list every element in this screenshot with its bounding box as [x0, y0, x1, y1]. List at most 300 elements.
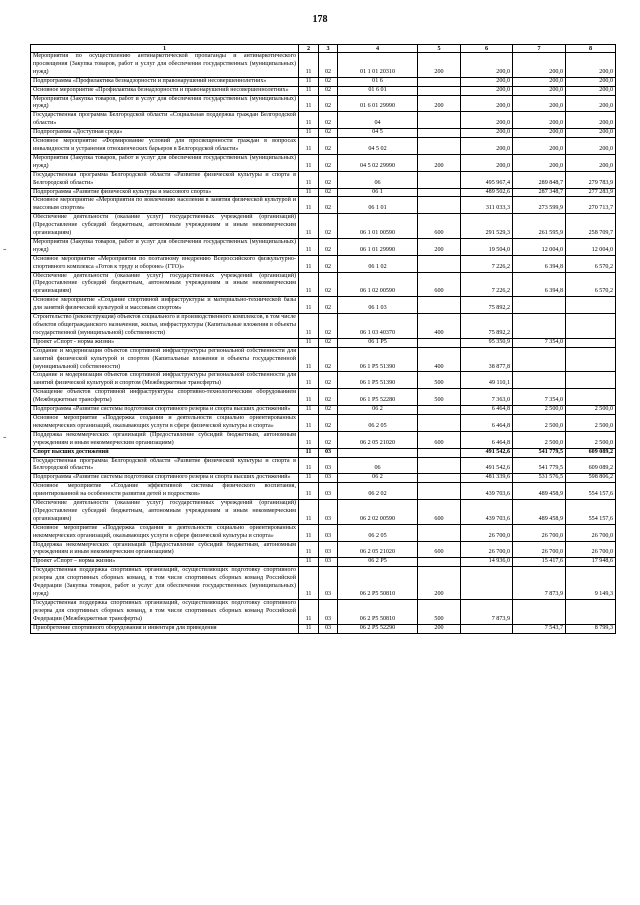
amount-2022: 311 033,3 [461, 197, 513, 214]
amount-2023: 200,0 [513, 77, 566, 86]
amount-2023: 200,0 [513, 53, 566, 78]
section-code: 11 [299, 599, 319, 624]
amount-2023: 541 779,5 [513, 457, 566, 474]
table-row [31, 500, 616, 525]
target-article-code: 06 2 P5 52290 [338, 624, 418, 633]
subsection-code: 03 [319, 457, 338, 474]
amount-2023: 289 848,7 [513, 171, 566, 188]
amount-2022: 439 703,6 [461, 483, 513, 500]
expense-type-code [418, 129, 461, 138]
amount-2024: 26 700,0 [566, 524, 616, 541]
amount-2022: 7 226,2 [461, 272, 513, 297]
amount-2023: 2 500,0 [513, 431, 566, 448]
target-article-code: 06 2 05 [338, 524, 418, 541]
row-name: Государственная программа Белгородской области «Развитие физической культуры и спорта в Белгородской области» [31, 457, 299, 474]
table-row [31, 483, 616, 500]
expense-type-code [418, 255, 461, 272]
row-name: Обеспечение деятельности (оказание услуг) государственных учреждений (организаций) (Предоставление субсидий бюджетным, автономным учреждениям и иным некоммерческим организациям) [31, 214, 299, 239]
target-article-code: 06 1 03 [338, 297, 418, 314]
expense-type-code [418, 338, 461, 347]
target-article-code: 06 2 02 00590 [338, 500, 418, 525]
row-name: Основное мероприятие «Профилактика безнадзорности и правонарушений несовершеннолетних» [31, 86, 299, 95]
row-name: Обеспечение деятельности (оказание услуг) государственных учреждений (организаций) (Предоставление субсидий бюджетным, автономным учреждениям и иным некоммерческим организациям) [31, 500, 299, 525]
expense-type-code [418, 414, 461, 431]
amount-2024: 554 157,6 [566, 483, 616, 500]
section-code: 11 [299, 272, 319, 297]
amount-2023: 7 354,0 [513, 338, 566, 347]
subsection-code: 02 [319, 129, 338, 138]
target-article-code: 06 2 [338, 474, 418, 483]
subsection-code: 02 [319, 77, 338, 86]
amount-2024 [566, 297, 616, 314]
margin-mark: - [3, 244, 7, 255]
amount-2024 [566, 389, 616, 406]
row-name: Подпрограмма «Развитие физической культуры и массового спорта» [31, 188, 299, 197]
target-article-code: 04 5 [338, 129, 418, 138]
expense-type-code: 200 [418, 238, 461, 255]
section-code: 11 [299, 86, 319, 95]
page-number: 178 [312, 14, 328, 25]
amount-2023: 2 500,0 [513, 414, 566, 431]
expense-type-code: 500 [418, 372, 461, 389]
amount-2023: 287 348,7 [513, 188, 566, 197]
table-row [31, 448, 616, 457]
amount-2023: 200,0 [513, 95, 566, 112]
amount-2023: 273 599,9 [513, 197, 566, 214]
row-name: Мероприятия по осуществлению антинаркотической пропаганды и антинаркотического просвещения (Закупка товаров, работ и услуг для обеспечения государственных (муниципальных) нужд) [31, 53, 299, 78]
subsection-code: 03 [319, 474, 338, 483]
amount-2023 [513, 347, 566, 372]
section-code: 11 [299, 448, 319, 457]
target-article-code: 06 2 02 [338, 483, 418, 500]
amount-2024: 6 570,2 [566, 255, 616, 272]
target-article-code: 06 1 02 00590 [338, 272, 418, 297]
expense-type-code [418, 112, 461, 129]
section-code: 11 [299, 524, 319, 541]
amount-2022: 19 504,0 [461, 238, 513, 255]
amount-2023: 6 394,8 [513, 272, 566, 297]
subsection-code: 03 [319, 500, 338, 525]
table-row [31, 154, 616, 171]
expense-type-code [418, 297, 461, 314]
section-code: 11 [299, 297, 319, 314]
section-code: 11 [299, 138, 319, 155]
amount-2022: 200,0 [461, 112, 513, 129]
amount-2024 [566, 314, 616, 339]
amount-2024: 200,0 [566, 112, 616, 129]
target-article-code: 06 1 01 00590 [338, 214, 418, 239]
target-article-code: 06 2 [338, 406, 418, 415]
amount-2024: 200,0 [566, 77, 616, 86]
subsection-code: 02 [319, 197, 338, 214]
section-code: 11 [299, 474, 319, 483]
table-row [31, 53, 616, 78]
amount-2022: 38 877,8 [461, 347, 513, 372]
expense-type-code: 200 [418, 567, 461, 600]
expense-type-code: 500 [418, 599, 461, 624]
target-article-code: 06 1 02 [338, 255, 418, 272]
amount-2022: 489 502,6 [461, 188, 513, 197]
amount-2023 [513, 297, 566, 314]
subsection-code: 02 [319, 171, 338, 188]
subsection-code: 02 [319, 188, 338, 197]
table-row [31, 558, 616, 567]
target-article-code: 06 [338, 457, 418, 474]
amount-2024: 277 283,9 [566, 188, 616, 197]
column-header: 7 [513, 45, 566, 53]
section-code: 11 [299, 129, 319, 138]
margin-mark: - [3, 432, 7, 443]
expense-type-code [418, 474, 461, 483]
row-name: Государственная программа Белгородской области «Развитие физической культуры и спорта в Белгородской области» [31, 171, 299, 188]
amount-2024: 554 157,6 [566, 500, 616, 525]
table-row [31, 524, 616, 541]
amount-2022: 75 892,2 [461, 297, 513, 314]
section-code: 11 [299, 500, 319, 525]
amount-2023: 7 543,7 [513, 624, 566, 633]
subsection-code: 02 [319, 255, 338, 272]
subsection-code: 02 [319, 138, 338, 155]
amount-2023 [513, 314, 566, 339]
table-row [31, 567, 616, 600]
expense-type-code: 200 [418, 154, 461, 171]
section-code: 11 [299, 457, 319, 474]
table-row [31, 129, 616, 138]
row-name: Спорт высших достижений [31, 448, 299, 457]
amount-2024: 598 806,2 [566, 474, 616, 483]
section-code: 11 [299, 77, 319, 86]
amount-2022: 200,0 [461, 154, 513, 171]
subsection-code: 02 [319, 297, 338, 314]
row-name: Основное мероприятие «Мероприятия по поэтапному внедрению Всероссийского физкультурно-спортивного комплекса «Готов к труду и обороне» (ГТО)» [31, 255, 299, 272]
row-name: Мероприятия (Закупка товаров, работ и услуг для обеспечения государственных (муниципальных) нужд) [31, 154, 299, 171]
amount-2023: 200,0 [513, 129, 566, 138]
amount-2023: 200,0 [513, 154, 566, 171]
row-name: Основное мероприятие «Мероприятия по вовлечению населения в занятия физической культурой и массовым спортом» [31, 197, 299, 214]
expense-type-code [418, 457, 461, 474]
table-row [31, 314, 616, 339]
column-header: 6 [461, 45, 513, 53]
amount-2023: 15 417,6 [513, 558, 566, 567]
row-name: Создание и модернизация объектов спортивной инфраструктуры региональной собственности для занятий физической культурой и спортом (Межбюджетные трансферты) [31, 372, 299, 389]
table-row [31, 474, 616, 483]
subsection-code: 03 [319, 599, 338, 624]
amount-2024: 200,0 [566, 138, 616, 155]
subsection-code: 03 [319, 524, 338, 541]
table-row [31, 457, 616, 474]
table-row [31, 77, 616, 86]
section-code: 11 [299, 188, 319, 197]
row-name: Проект «Спорт – норма жизни» [31, 558, 299, 567]
target-article-code: 01 6 01 [338, 86, 418, 95]
row-name: Государственная поддержка спортивных организаций, осуществляющих подготовку спортивного резерва для спортивных сборных команд, в том числе спортивных сборных команд Российской Федерации (Закупка товаров, работ и услуг для обеспечения государственных (муниципальных) нужд) [31, 567, 299, 600]
section-code: 11 [299, 389, 319, 406]
table-row [31, 624, 616, 633]
expense-type-code [418, 77, 461, 86]
expense-type-code [418, 171, 461, 188]
amount-2023: 12 004,0 [513, 238, 566, 255]
amount-2023: 7 354,0 [513, 389, 566, 406]
row-name: Строительство (реконструкция) объектов социального и производственного комплексов, в том числе объектов общегражданского назначения, жилья, инфраструктуры (Капитальные вложения в объекты государственной (муниципальной) собственности) [31, 314, 299, 339]
table-row [31, 599, 616, 624]
row-name: Подпрограмма «Профилактика безнадзорности и правонарушений несовершеннолетних» [31, 77, 299, 86]
target-article-code: 06 2 05 21020 [338, 431, 418, 448]
subsection-code: 03 [319, 448, 338, 457]
expense-type-code: 400 [418, 347, 461, 372]
table-row [31, 171, 616, 188]
amount-2023: 200,0 [513, 86, 566, 95]
amount-2024: 2 500,0 [566, 431, 616, 448]
subsection-code: 02 [319, 372, 338, 389]
section-code: 11 [299, 338, 319, 347]
subsection-code: 02 [319, 112, 338, 129]
row-name: Поддержка некоммерческих организаций (Предоставление субсидий бюджетным, автономным учреждениям и иным некоммерческим организациям) [31, 431, 299, 448]
target-article-code: 01 6 [338, 77, 418, 86]
column-header: 2 [299, 45, 319, 53]
amount-2022: 200,0 [461, 95, 513, 112]
amount-2022: 95 350,9 [461, 338, 513, 347]
amount-2023: 7 873,9 [513, 567, 566, 600]
subsection-code: 02 [319, 406, 338, 415]
expense-type-code: 600 [418, 541, 461, 558]
column-header: 5 [418, 45, 461, 53]
row-name: Подпрограмма «Развитие системы подготовки спортивного резерва и спорта высших достижений» [31, 406, 299, 415]
table-row [31, 188, 616, 197]
amount-2023: 489 458,9 [513, 483, 566, 500]
section-code: 11 [299, 372, 319, 389]
amount-2022: 200,0 [461, 53, 513, 78]
row-name: Основное мероприятие «Поддержка создания и деятельности социально ориентированных некоммерческих организаций, оказывающих услуги в сфере физической культуры и спорта» [31, 524, 299, 541]
section-code: 11 [299, 558, 319, 567]
subsection-code: 02 [319, 154, 338, 171]
section-code: 11 [299, 53, 319, 78]
subsection-code: 02 [319, 272, 338, 297]
table-row [31, 238, 616, 255]
amount-2022 [461, 567, 513, 600]
amount-2023: 200,0 [513, 112, 566, 129]
section-code: 11 [299, 567, 319, 600]
amount-2023: 200,0 [513, 138, 566, 155]
amount-2024: 9 149,3 [566, 567, 616, 600]
section-code: 11 [299, 214, 319, 239]
row-name: Обеспечение деятельности (оказание услуг) государственных учреждений (организаций) (Предоставление субсидий бюджетным, автономным учреждениям и иным некоммерческим организациям) [31, 272, 299, 297]
target-article-code: 06 2 05 [338, 414, 418, 431]
target-article-code: 04 5 02 [338, 138, 418, 155]
subsection-code: 02 [319, 431, 338, 448]
header-row [31, 45, 616, 53]
amount-2022: 7 363,0 [461, 389, 513, 406]
target-article-code: 06 1 03 40370 [338, 314, 418, 339]
target-article-code: 06 1 P5 51390 [338, 372, 418, 389]
section-code: 11 [299, 95, 319, 112]
table-row [31, 112, 616, 129]
subsection-code: 02 [319, 338, 338, 347]
target-article-code [338, 448, 418, 457]
amount-2024 [566, 599, 616, 624]
amount-2022: 6 464,8 [461, 431, 513, 448]
amount-2023: 531 576,5 [513, 474, 566, 483]
expense-type-code [418, 524, 461, 541]
target-article-code: 06 2 05 21020 [338, 541, 418, 558]
expense-type-code [418, 188, 461, 197]
row-name: Основное мероприятие «Создание эффективной системы физического воспитания, ориентированной на особенности развития детей и подростков» [31, 483, 299, 500]
amount-2024: 609 089,2 [566, 457, 616, 474]
amount-2022: 7 873,9 [461, 599, 513, 624]
subsection-code: 02 [319, 389, 338, 406]
target-article-code: 06 2 P5 [338, 558, 418, 567]
amount-2023: 26 700,0 [513, 541, 566, 558]
section-code: 11 [299, 171, 319, 188]
amount-2022: 75 892,2 [461, 314, 513, 339]
table-row [31, 86, 616, 95]
row-name: Государственная программа Белгородской области «Социальная поддержка граждан Белгородской области» [31, 112, 299, 129]
section-code: 11 [299, 112, 319, 129]
table-row [31, 406, 616, 415]
amount-2024: 200,0 [566, 95, 616, 112]
expense-type-code [418, 406, 461, 415]
row-name: Подпрограмма «Доступная среда» [31, 129, 299, 138]
table-row [31, 214, 616, 239]
amount-2023: 261 595,9 [513, 214, 566, 239]
amount-2023: 489 458,9 [513, 500, 566, 525]
amount-2023: 2 500,0 [513, 406, 566, 415]
amount-2024: 200,0 [566, 53, 616, 78]
target-article-code: 06 2 P5 50810 [338, 599, 418, 624]
row-name: Мероприятия (Закупка товаров, работ и услуг для обеспечения государственных (муниципальных) нужд) [31, 238, 299, 255]
amount-2022: 26 700,0 [461, 524, 513, 541]
section-code: 11 [299, 347, 319, 372]
expense-type-code [418, 86, 461, 95]
table-row [31, 431, 616, 448]
table-row [31, 372, 616, 389]
amount-2022: 495 967,4 [461, 171, 513, 188]
amount-2024: 258 709,7 [566, 214, 616, 239]
amount-2022: 291 529,3 [461, 214, 513, 239]
table-row [31, 347, 616, 372]
column-header: 1 [31, 45, 299, 53]
amount-2024 [566, 347, 616, 372]
table-row [31, 297, 616, 314]
amount-2022: 439 703,6 [461, 500, 513, 525]
amount-2022: 491 542,6 [461, 457, 513, 474]
table-row [31, 95, 616, 112]
amount-2024: 6 570,2 [566, 272, 616, 297]
subsection-code: 02 [319, 414, 338, 431]
target-article-code: 01 6 01 29990 [338, 95, 418, 112]
expense-type-code: 500 [418, 389, 461, 406]
expense-type-code: 200 [418, 95, 461, 112]
amount-2023: 6 394,8 [513, 255, 566, 272]
row-name: Основное мероприятие «Поддержка создания и деятельности социально ориентированных некоммерческих организаций, оказывающих услуги в сфере физической культуры и спорта» [31, 414, 299, 431]
section-code: 11 [299, 197, 319, 214]
amount-2024: 270 713,7 [566, 197, 616, 214]
amount-2024: 2 500,0 [566, 414, 616, 431]
amount-2022: 200,0 [461, 138, 513, 155]
column-header: 8 [566, 45, 616, 53]
target-article-code: 06 1 01 29990 [338, 238, 418, 255]
row-name: Приобретение спортивного оборудования и инвентаря для приведения [31, 624, 299, 633]
row-name: Создание и модернизация объектов спортивной инфраструктуры региональной собственности для занятий физической культурой и спортом (Капитальные вложения в объекты государственной (муниципальной) собственности) [31, 347, 299, 372]
target-article-code: 06 2 P5 50810 [338, 567, 418, 600]
amount-2024: 8 799,3 [566, 624, 616, 633]
amount-2024: 200,0 [566, 154, 616, 171]
target-article-code: 04 5 02 29990 [338, 154, 418, 171]
row-name: Оснащение объектов спортивной инфраструктуры спортивно-технологическим оборудованием (Межбюджетные трансферты) [31, 389, 299, 406]
target-article-code: 04 [338, 112, 418, 129]
section-code: 11 [299, 238, 319, 255]
amount-2022: 7 226,2 [461, 255, 513, 272]
target-article-code: 06 1 P5 51390 [338, 347, 418, 372]
amount-2023: 541 779,5 [513, 448, 566, 457]
subsection-code: 03 [319, 483, 338, 500]
subsection-code: 02 [319, 95, 338, 112]
column-header: 3 [319, 45, 338, 53]
expense-type-code: 600 [418, 272, 461, 297]
expense-type-code [418, 558, 461, 567]
expense-type-code [418, 448, 461, 457]
table-row [31, 338, 616, 347]
section-code: 11 [299, 541, 319, 558]
subsection-code: 03 [319, 558, 338, 567]
subsection-code: 02 [319, 214, 338, 239]
table-row [31, 414, 616, 431]
amount-2024 [566, 338, 616, 347]
table-row [31, 541, 616, 558]
row-name: Мероприятия (Закупка товаров, работ и услуг для обеспечения государственных (муниципальных) нужд) [31, 95, 299, 112]
row-name: Государственная поддержка спортивных организаций, осуществляющих подготовку спортивного резерва для спортивных сборных команд, в том числе спортивных сборных команд Российской Федерации (Межбюджетные трансферты) [31, 599, 299, 624]
table-row [31, 389, 616, 406]
target-article-code: 06 [338, 171, 418, 188]
amount-2024: 609 089,2 [566, 448, 616, 457]
amount-2024: 200,0 [566, 129, 616, 138]
subsection-code: 03 [319, 624, 338, 633]
section-code: 11 [299, 154, 319, 171]
amount-2022: 14 936,0 [461, 558, 513, 567]
amount-2022: 200,0 [461, 129, 513, 138]
column-header: 4 [338, 45, 418, 53]
subsection-code: 02 [319, 314, 338, 339]
subsection-code: 02 [319, 53, 338, 78]
row-name: Проект «Спорт - норма жизни» [31, 338, 299, 347]
target-article-code: 06 1 P5 [338, 338, 418, 347]
expense-type-code: 600 [418, 214, 461, 239]
budget-table [30, 44, 616, 634]
amount-2023 [513, 599, 566, 624]
amount-2024: 26 700,0 [566, 541, 616, 558]
subsection-code: 02 [319, 238, 338, 255]
amount-2022: 200,0 [461, 77, 513, 86]
section-code: 11 [299, 255, 319, 272]
amount-2024: 2 500,0 [566, 406, 616, 415]
target-article-code: 06 1 01 [338, 197, 418, 214]
target-article-code: 01 1 01 20310 [338, 53, 418, 78]
section-code: 11 [299, 483, 319, 500]
expense-type-code [418, 138, 461, 155]
expense-type-code: 600 [418, 431, 461, 448]
expense-type-code: 400 [418, 314, 461, 339]
amount-2024: 12 004,0 [566, 238, 616, 255]
expense-type-code: 600 [418, 500, 461, 525]
amount-2024 [566, 372, 616, 389]
amount-2022: 491 542,6 [461, 448, 513, 457]
amount-2022: 200,0 [461, 86, 513, 95]
section-code: 11 [299, 414, 319, 431]
target-article-code: 06 1 P5 52280 [338, 389, 418, 406]
amount-2022: 26 700,0 [461, 541, 513, 558]
amount-2022: 49 110,1 [461, 372, 513, 389]
section-code: 11 [299, 406, 319, 415]
amount-2023: 26 700,0 [513, 524, 566, 541]
